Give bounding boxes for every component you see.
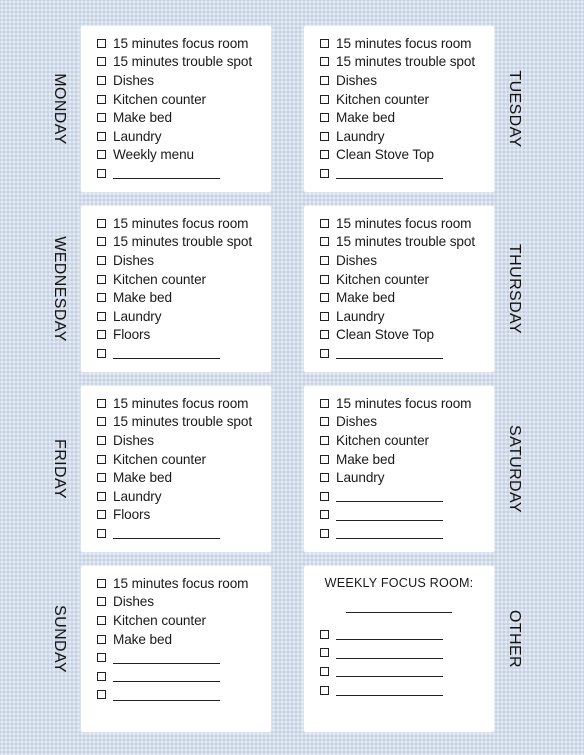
checkbox[interactable] [97,150,106,159]
checklist-item-label: Kitchen counter [336,432,429,448]
checkbox[interactable] [320,95,329,104]
checklist-item-label: Make bed [113,290,172,306]
checkbox[interactable] [97,57,106,66]
checklist-item [97,667,271,686]
checklist-item [320,90,494,109]
checkbox[interactable] [97,597,106,606]
checklist-item-label: 15 minutes focus room [113,395,249,411]
blank-line[interactable] [113,670,220,682]
blank-line[interactable] [336,647,443,659]
checklist-item [97,648,271,667]
checkbox[interactable] [97,436,106,445]
checklist-item [97,431,271,450]
checklist-item [97,574,271,593]
checklist-item [97,487,271,506]
checklist-item [97,90,271,109]
checklist-item [97,288,271,307]
checkbox[interactable] [320,275,329,284]
checklist-item [320,214,494,233]
checklist-item-label: 15 minutes focus room [336,395,472,411]
checklist-item [320,164,494,183]
wednesday-label: WEDNESDAY [51,236,68,342]
checkbox[interactable] [320,686,329,695]
checklist-item [97,344,271,363]
checkbox[interactable] [97,39,106,48]
checkbox[interactable] [320,76,329,85]
checklist-item [97,593,271,612]
checkbox[interactable] [320,57,329,66]
checklist-item [320,394,494,413]
checklist-item [320,450,494,469]
tuesday-card [304,26,494,192]
checklist-item [97,164,271,183]
sunday-checklist [81,566,271,704]
checkbox[interactable] [97,635,106,644]
checklist-item [320,468,494,487]
checklist-item [97,307,271,326]
checklist-item [320,506,494,525]
checkbox[interactable] [320,399,329,408]
checkbox[interactable] [97,690,106,699]
wednesday-checklist [81,206,271,363]
checkbox[interactable] [320,150,329,159]
checkbox[interactable] [97,95,106,104]
checklist-item [320,270,494,289]
checkbox[interactable] [320,219,329,228]
checklist-item-label: Dishes [113,252,154,268]
checklist-item-label: Dishes [336,414,377,430]
checkbox[interactable] [97,510,106,519]
checklist-item [97,450,271,469]
thursday-checklist [304,206,494,363]
checklist-item [320,71,494,90]
checkbox[interactable] [97,237,106,246]
checklist-item [320,487,494,506]
blank-line[interactable] [336,628,443,640]
checklist-item [97,468,271,487]
checklist-item [320,288,494,307]
checklist-item [320,233,494,252]
checkbox[interactable] [320,293,329,302]
checklist-item [97,413,271,432]
monday-checklist [81,26,271,183]
checklist-item-label: 15 minutes trouble spot [113,414,253,430]
saturday-label: SATURDAY [506,425,523,513]
checkbox[interactable] [97,653,106,662]
checklist-item-label: Laundry [336,128,385,144]
checklist-item-label: 15 minutes focus room [336,35,472,51]
thursday-label: THURSDAY [506,243,523,335]
checklist-item-label: Laundry [113,308,162,324]
checklist-item [97,270,271,289]
blank-line[interactable] [113,167,220,179]
checklist-item [320,524,494,543]
checklist-item [97,326,271,345]
checkbox[interactable] [97,492,106,501]
checkbox[interactable] [320,455,329,464]
checklist-item [320,644,494,663]
weekly-focus-room-title: WEEKLY FOCUS ROOM: [324,576,474,590]
checkbox[interactable] [97,616,106,625]
sunday-card [81,566,271,732]
monday-card [81,26,271,192]
checklist-item-label: Clean Stove Top [336,147,435,163]
checklist-item-label: 15 minutes trouble spot [336,54,476,70]
checklist-item-label: Dishes [336,72,377,88]
checklist-item [97,251,271,270]
other-checklist [304,613,494,699]
checkbox[interactable] [97,219,106,228]
checklist-item [320,326,494,345]
checklist-item [320,127,494,146]
checkbox[interactable] [97,399,106,408]
checklist-item-label: Laundry [336,470,385,486]
checklist-item-label: Laundry [113,488,162,504]
blank-line[interactable] [336,665,443,677]
checkbox[interactable] [97,455,106,464]
checklist-item-label: Make bed [113,631,172,647]
friday-card [81,386,271,552]
checkbox[interactable] [320,667,329,676]
checklist-item [320,108,494,127]
checklist-item-label: Dishes [336,252,377,268]
checkbox[interactable] [97,417,106,426]
checklist-item-label: 15 minutes trouble spot [113,234,253,250]
checklist-item-label: Kitchen counter [113,271,206,287]
checklist-item-label: 15 minutes trouble spot [336,234,476,250]
checkbox[interactable] [320,417,329,426]
friday-checklist [81,386,271,543]
weekly-focus-room-blank[interactable] [346,602,452,613]
checkbox[interactable] [97,169,106,178]
checkbox[interactable] [320,349,329,358]
checkbox[interactable] [320,473,329,482]
checklist-item [97,53,271,72]
checklist-item-label: Dishes [113,72,154,88]
checkbox[interactable] [97,579,106,588]
checklist-item-label: Floors [113,507,151,523]
checkbox[interactable] [320,648,329,657]
checkbox[interactable] [97,473,106,482]
tuesday-checklist [304,26,494,183]
checklist-item-label: 15 minutes trouble spot [113,54,253,70]
other-label: OTHER [506,610,523,668]
checkbox[interactable] [97,113,106,122]
other-card [304,566,494,732]
checklist-item [320,431,494,450]
blank-line[interactable] [113,689,220,701]
checkbox[interactable] [320,256,329,265]
checklist-item-label: Kitchen counter [336,91,429,107]
checkbox[interactable] [320,510,329,519]
checkbox[interactable] [97,256,106,265]
checkbox[interactable] [320,330,329,339]
checklist-item-label: Dishes [113,594,154,610]
checklist-item [97,524,271,543]
checklist-item [320,344,494,363]
blank-line[interactable] [336,684,443,696]
tuesday-label: TUESDAY [506,70,523,148]
checklist-item-label: 15 minutes focus room [113,35,249,51]
checklist-item [320,625,494,644]
checklist-item-label: Make bed [113,110,172,126]
saturday-card [304,386,494,552]
checklist-item-label: Clean Stove Top [336,327,435,343]
wednesday-card [81,206,271,372]
checklist-item [320,413,494,432]
blank-line[interactable] [336,527,443,539]
checkbox[interactable] [320,39,329,48]
checklist-item [97,611,271,630]
checkbox[interactable] [97,312,106,321]
checkbox[interactable] [97,293,106,302]
checklist-item [320,662,494,681]
checklist-item [97,506,271,525]
checkbox[interactable] [97,672,106,681]
checkbox[interactable] [320,492,329,501]
checkbox[interactable] [320,132,329,141]
checklist-item [320,146,494,165]
checklist-item-label: Make bed [336,110,395,126]
checkbox[interactable] [320,436,329,445]
checklist-item-label: Laundry [336,308,385,324]
checklist-item-label: 15 minutes focus room [113,575,249,591]
checkbox[interactable] [320,113,329,122]
checkbox[interactable] [320,630,329,639]
checklist-item [320,34,494,53]
blank-line[interactable] [113,527,220,539]
checklist-item [97,233,271,252]
blank-line[interactable] [113,347,220,359]
blank-line[interactable] [336,167,443,179]
checklist-item [97,108,271,127]
blank-line[interactable] [336,509,443,521]
checklist-item-label: Floors [113,327,151,343]
checklist-item [320,307,494,326]
blank-line[interactable] [113,652,220,664]
checklist-item-label: Make bed [113,470,172,486]
checklist-item-label: Dishes [113,432,154,448]
checkbox[interactable] [97,330,106,339]
checkbox[interactable] [97,349,106,358]
checklist-item-label: Make bed [336,451,395,467]
checklist-item-label: 15 minutes focus room [113,215,249,231]
checklist-item-label: Kitchen counter [113,612,206,628]
checklist-item-label: Kitchen counter [113,451,206,467]
checklist-item-label: Weekly menu [113,147,195,163]
checklist-item [97,214,271,233]
friday-label: FRIDAY [51,439,68,499]
thursday-card [304,206,494,372]
checklist-item-label: Kitchen counter [336,271,429,287]
saturday-checklist [304,386,494,543]
checklist-item [320,681,494,700]
checkbox[interactable] [97,132,106,141]
checklist-item [97,71,271,90]
checklist-item [97,34,271,53]
monday-label: MONDAY [51,73,68,145]
checkbox[interactable] [97,529,106,538]
checkbox[interactable] [97,76,106,85]
checklist-item [97,146,271,165]
checklist-item [97,127,271,146]
checklist-item-label: Make bed [336,290,395,306]
sunday-label: SUNDAY [51,605,68,673]
checklist-item-label: Kitchen counter [113,91,206,107]
checkbox[interactable] [320,169,329,178]
checklist-item [320,251,494,270]
checkbox[interactable] [320,312,329,321]
checklist-item [97,686,271,705]
checklist-item [320,53,494,72]
checkbox[interactable] [97,275,106,284]
blank-line[interactable] [336,347,443,359]
checklist-item [97,630,271,649]
checkbox[interactable] [320,237,329,246]
checklist-item-label: Laundry [113,128,162,144]
checklist-item-label: 15 minutes focus room [336,215,472,231]
blank-line[interactable] [336,490,443,502]
checklist-item [97,394,271,413]
checkbox[interactable] [320,529,329,538]
